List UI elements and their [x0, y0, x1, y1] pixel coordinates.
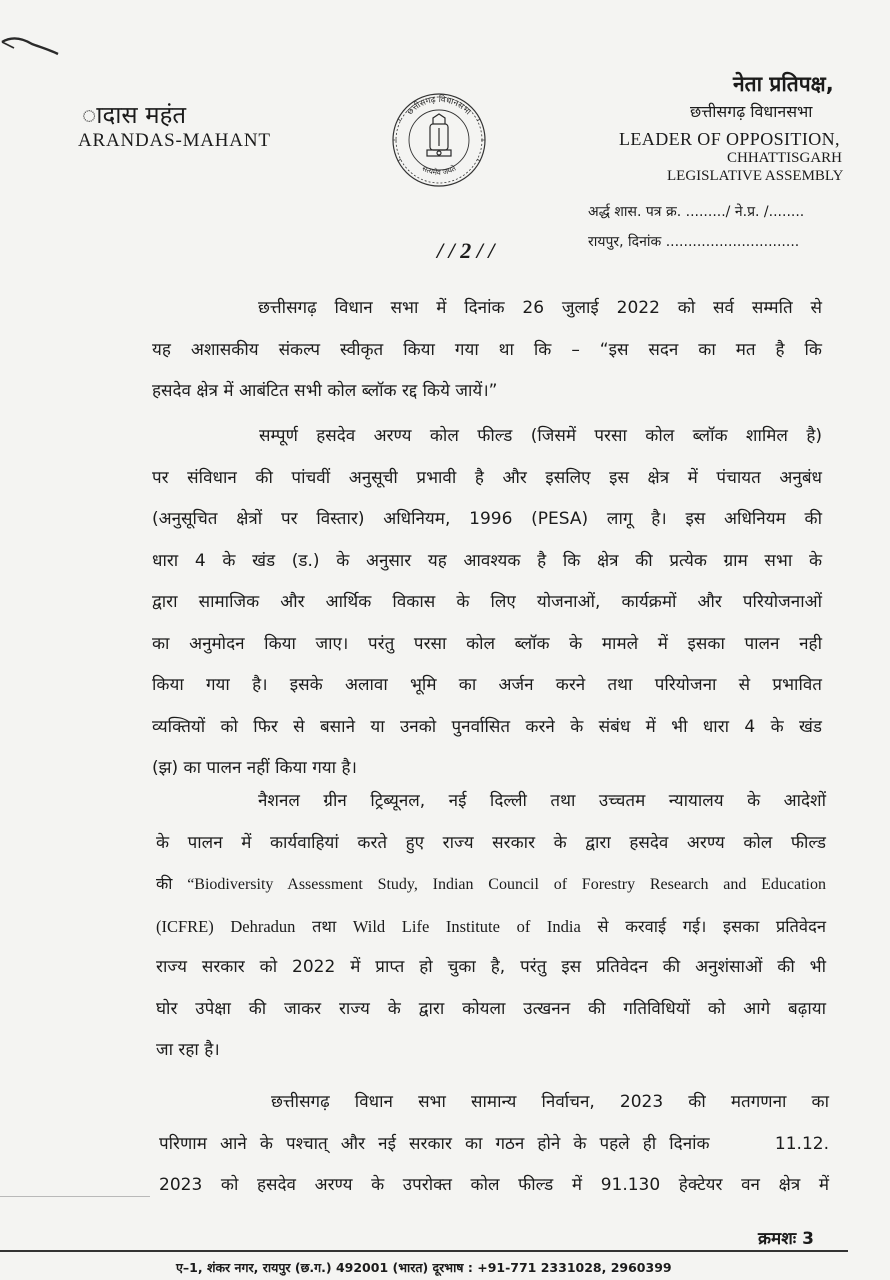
- paragraph-line: घोर उपेक्षा की जाकर राज्य के द्वारा कोयला उत्खनन की गतिविधियों को आगे बढ़ाया: [156, 998, 826, 1019]
- letterhead-name-hindi: ादास महंत: [82, 101, 187, 129]
- letterhead-subtitle-hindi: छत्तीसगढ़ विधानसभा: [690, 102, 813, 121]
- footer-address: ए–1, शंकर नगर, रायपुर (छ.ग.) 492001 (भारत) दूरभाष : +91-771 2331028, 2960399: [176, 1260, 672, 1275]
- page-marker: / / 2 / /: [437, 238, 495, 263]
- letterhead-title-english: LEADER OF OPPOSITION,: [619, 129, 840, 149]
- letterhead-title-hindi: नेता प्रतिपक्ष,: [733, 72, 834, 96]
- paragraph-line: का अनुमोदन किया जाए। परंतु परसा कोल ब्लॉक के मामले में इसका पालन नही: [152, 633, 822, 654]
- paragraph-line: यह अशासकीय संकल्प स्वीकृत किया गया था कि – “इस सदन का मत है कि: [152, 339, 822, 360]
- letterhead-state: CHHATTISGARH: [727, 150, 843, 166]
- paragraph-line: छत्तीसगढ़ विधान सभा सामान्य निर्वाचन, 2023 की मतगणना का: [271, 1092, 829, 1112]
- paragraph-line: 2023 को हसदेव अरण्य के उपरोक्त कोल फील्ड में 91.130 हेक्टेयर वन क्षेत्र में: [159, 1175, 829, 1195]
- paragraph-line: सम्पूर्ण हसदेव अरण्य कोल फील्ड (जिसमें परसा कोल ब्लॉक शामिल है): [259, 426, 822, 446]
- paragraph-line: नैशनल ग्रीन ट्रिब्यूनल, नई दिल्ली तथा उच्चतम न्यायालय के आदेशों: [258, 791, 826, 811]
- letterhead-name-english: ARANDAS-MAHANT: [78, 130, 271, 151]
- reference-number-line: अर्द्ध शास. पत्र क्र. ........./ ने.प्र. /........: [588, 204, 805, 220]
- seal-motto-text: सत्यमेव जयते: [420, 163, 458, 177]
- paragraph-2: [152, 416, 822, 790]
- ashoka-emblem-icon: [427, 114, 451, 156]
- paragraph-line: के पालन में कार्यवाहियां करते हुए राज्य सरकार के द्वारा हसदेव अरण्य कोल फील्ड: [156, 832, 826, 853]
- paragraph-line: पर संविधान की पांचवीं अनुसूची प्रभावी है और इसलिए इस क्षेत्र में पंचायत अनुबंध: [152, 467, 822, 488]
- paragraph-line: किया गया है। इसके अलावा भूमि का अर्जन करने तथा परियोजना से प्रभावित: [152, 675, 822, 695]
- date-line: रायपुर, दिनांक ..............................: [588, 234, 800, 250]
- paragraph-line: द्वारा सामाजिक और आर्थिक विकास के लिए योजनाओं, कार्यक्रमों और परियोजनाओं: [152, 592, 822, 612]
- continuation-marker: क्रमशः 3: [758, 1229, 814, 1249]
- paragraph-line: राज्य सरकार को 2022 में प्राप्त हो चुका है, परंतु इस प्रतिवेदन की अनुशंसाओं की भी: [156, 957, 826, 977]
- paragraph-line: (झ) का पालन नहीं किया गया है।: [152, 758, 357, 778]
- assembly-seal-emblem: [381, 88, 497, 188]
- seal-top-text: छत्तीसगढ़ विधानसभा: [405, 94, 473, 118]
- scan-edge-line: [0, 1196, 150, 1197]
- paragraph-line: धारा 4 के खंड (ड.) के अनुसार यह आवश्यक है कि क्षेत्र की प्रत्येक ग्राम सभा के: [152, 550, 822, 571]
- paragraph-line: की “Biodiversity Assessment Study, Indian Council of Forestry Research and Education: [156, 876, 826, 893]
- paragraph-4: [159, 1082, 829, 1207]
- pen-stroke-mark: [0, 28, 60, 58]
- paragraph-line: (ICFRE) Dehradun तथा Wild Life Institute of India से करवाई गई। इसका प्रतिवेदन: [156, 916, 826, 936]
- paragraph-3: [156, 781, 826, 1072]
- letterhead-assembly: LEGISLATIVE ASSEMBLY: [667, 168, 844, 184]
- paragraph-line: (अनुसूचित क्षेत्रों पर विस्तार) अधिनियम, 1996 (PESA) लागू है। इस अधिनियम की: [152, 509, 822, 529]
- paragraph-1: [152, 288, 822, 413]
- paragraph-line: छत्तीसगढ़ विधान सभा में दिनांक 26 जुलाई 2022 को सर्व सम्मति से: [258, 298, 822, 318]
- paragraph-line: परिणाम आने के पश्चात् और नई सरकार का गठन होने के पहले ही दिनांक 11.12.: [159, 1133, 829, 1154]
- svg-text:सत्यमेव जयते: [421, 163, 459, 177]
- paragraph-line: जा रहा है।: [156, 1040, 220, 1060]
- paragraph-line: व्यक्तियों को फिर से बसाने या उनको पुनर्वासित करने के संबंध में भी धारा 4 के खंड: [152, 716, 822, 737]
- paragraph-line: हसदेव क्षेत्र में आबंटित सभी कोल ब्लॉक रद्द किये जायें।”: [152, 381, 498, 401]
- footer-rule: [0, 1250, 848, 1252]
